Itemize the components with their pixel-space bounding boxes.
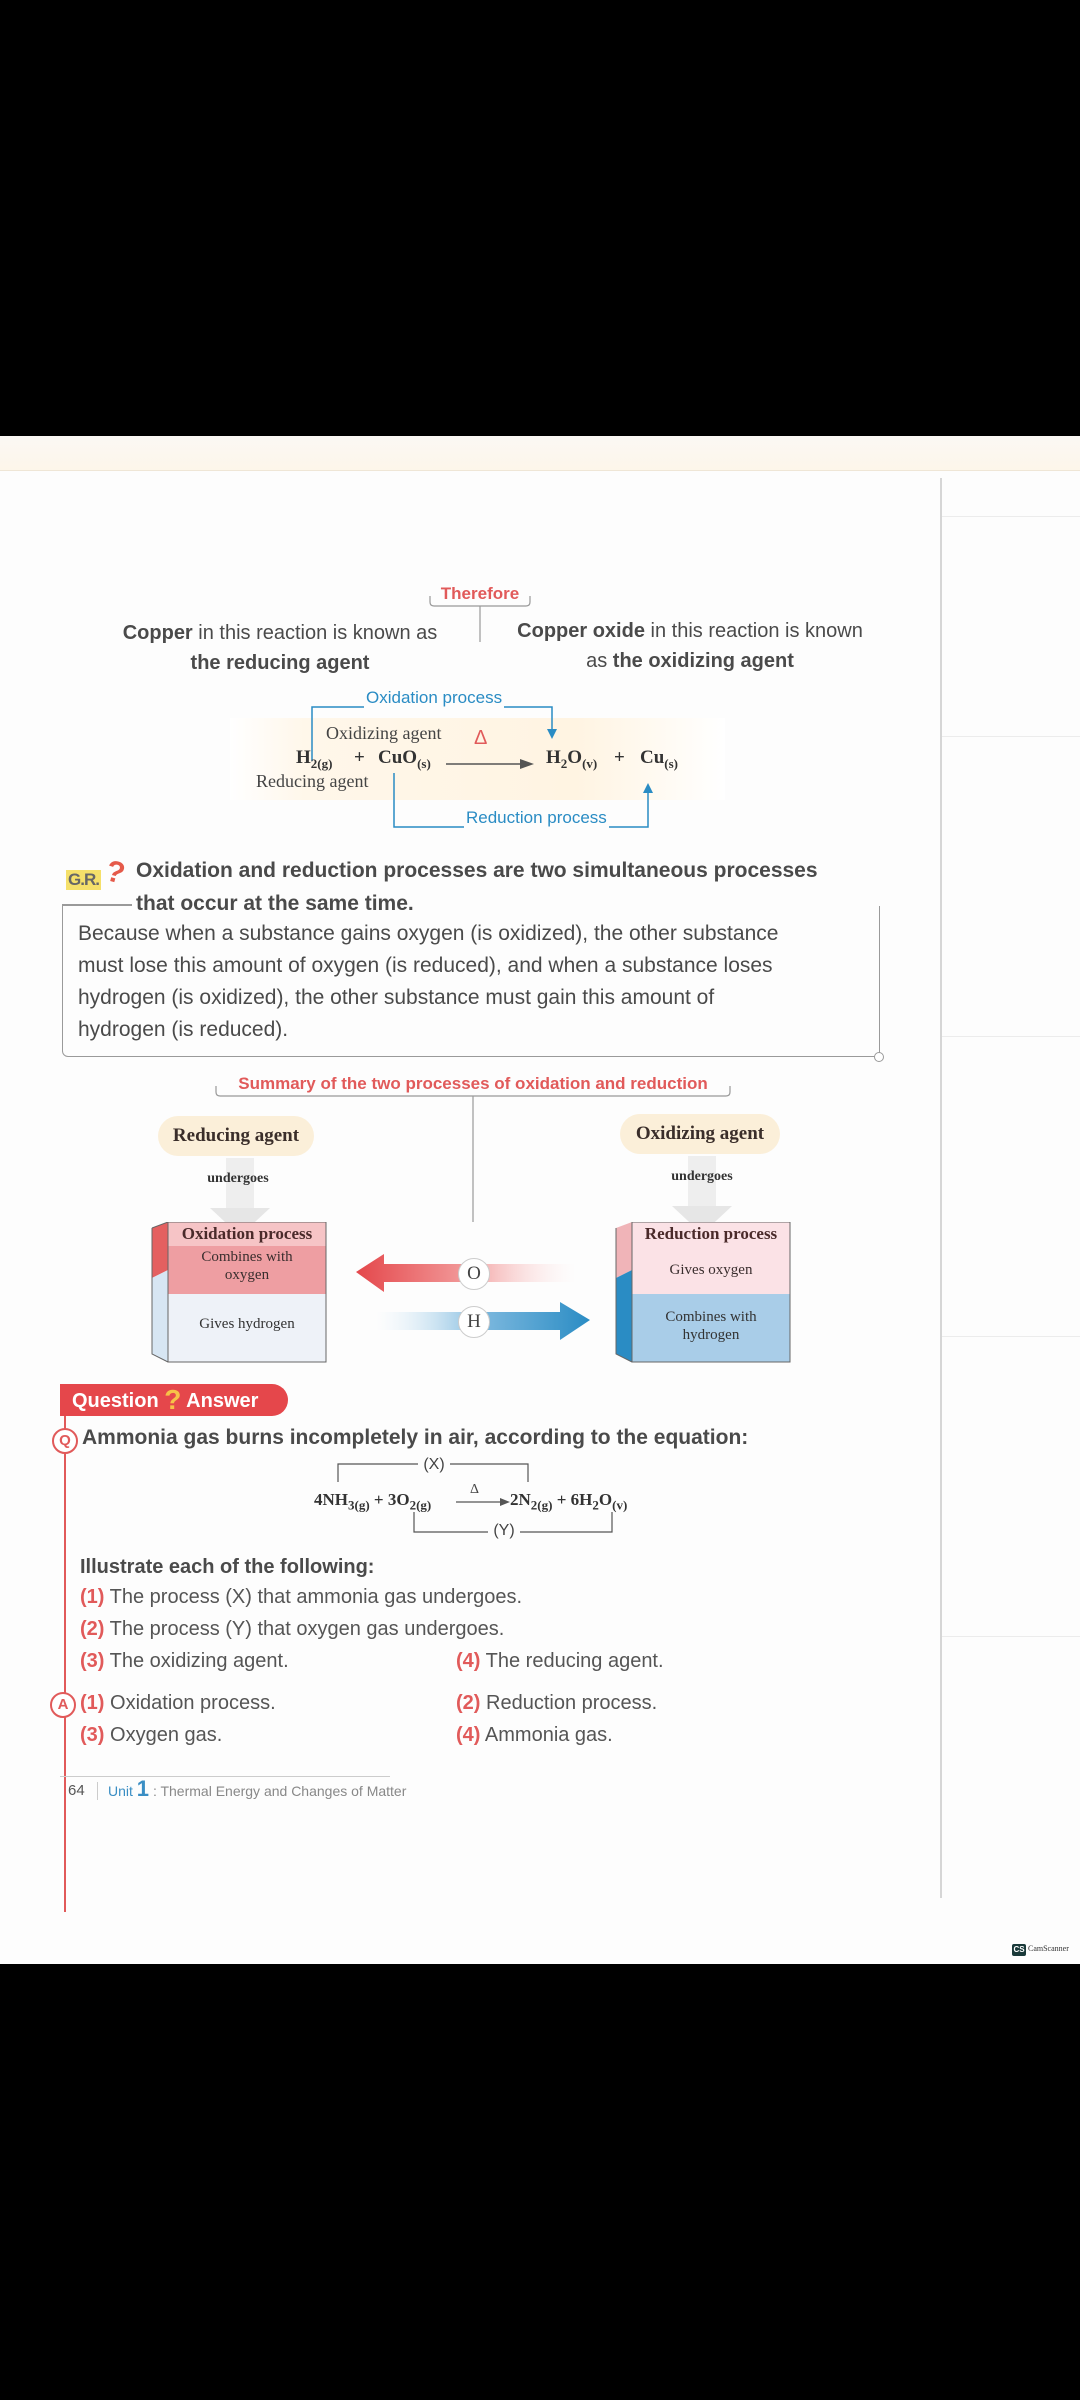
summary-title: Summary of the two processes of oxidation and reduction [238, 1074, 708, 1093]
text: Oxygen gas. [104, 1724, 223, 1746]
text: Because when a substance gains oxygen (is oxidized), the other substance [78, 922, 779, 945]
product-cu [640, 747, 678, 772]
reducing-agent-term: the reducing agent [190, 652, 370, 674]
text: Unit [108, 1783, 133, 1799]
text: O [567, 747, 583, 768]
text: O [598, 1490, 613, 1509]
answer-item [80, 1692, 276, 1715]
text: hydrogen (is oxidized), the other substance must gain this amount of [78, 986, 715, 1009]
a-marker: A [50, 1692, 76, 1718]
text: 2(g) [310, 755, 333, 771]
reactant-h2 [296, 747, 332, 772]
oxidizing-agent-pill: Oxidizing agent [620, 1114, 780, 1154]
plus: + [354, 747, 365, 768]
reduction-box-top: Gives oxygen [669, 1262, 753, 1278]
ammonia-equation [314, 1490, 431, 1513]
text: 2 [592, 1497, 599, 1513]
text: must lose this amount of oxygen (is reduced), and when a substance loses [78, 954, 773, 977]
text: Ammonia gas. [480, 1724, 613, 1746]
copper-oxide-term: Copper oxide [517, 620, 645, 642]
reduction-process-label: Reduction process [466, 808, 607, 827]
text: hydrogen (is reduced). [78, 1018, 289, 1041]
text: Question [72, 1390, 159, 1412]
item-number: (1) [80, 1692, 105, 1714]
text: : Thermal Energy and Changes of Matter [152, 1783, 407, 1799]
divider [62, 904, 132, 906]
reduction-box-bottom: Combines with hydrogen [665, 1309, 757, 1343]
answer-item [80, 1724, 222, 1747]
question-item [80, 1618, 504, 1641]
hydrogen-circle: H [458, 1306, 490, 1338]
text: H [546, 747, 561, 768]
text: 3(g) [348, 1497, 370, 1513]
text: 1 [136, 1776, 150, 1801]
ammonia-products [510, 1490, 627, 1513]
text: Answer [186, 1390, 259, 1412]
text: Oxidation process. [104, 1692, 276, 1714]
edge-line [942, 1636, 1080, 1637]
gr-badge: G.R. [68, 870, 99, 889]
question-answer-badge [60, 1384, 288, 1416]
copper-term: Copper [122, 622, 193, 644]
text: in this reaction is known [644, 620, 863, 642]
answer-item [456, 1724, 613, 1747]
item-number: (2) [456, 1692, 481, 1714]
therefore-right-text [490, 616, 890, 676]
text: (v) [612, 1497, 628, 1513]
text: 2N [510, 1490, 531, 1509]
oxidizing-agent-term: the oxidizing agent [612, 650, 794, 672]
item-number: (3) [80, 1650, 105, 1672]
page-edge [940, 478, 942, 1898]
question-text: Ammonia gas burns incompletely in air, according to the equation: [82, 1426, 749, 1449]
plus: + [614, 747, 625, 768]
reducing-agent-pill: Reducing agent [158, 1116, 314, 1156]
edge-line [942, 736, 1080, 737]
oxidation-box-top: Combines with oxygen [201, 1249, 293, 1283]
qa-side-line [64, 1416, 66, 1912]
text: The process (Y) that oxygen gas undergoes. [104, 1618, 505, 1640]
page-top-band [0, 436, 1080, 471]
question-item [80, 1650, 289, 1673]
instruction: Illustrate each of the following: [80, 1556, 375, 1578]
text: The oxidizing agent. [104, 1650, 289, 1672]
text: 2(g) [530, 1497, 553, 1513]
text: (s) [417, 755, 431, 771]
product-h2o [546, 747, 597, 772]
question-item [456, 1650, 664, 1673]
edge-line [942, 516, 1080, 517]
text: Cu [640, 747, 665, 768]
therefore-label: Therefore [440, 584, 520, 603]
text: 2 [560, 755, 568, 771]
text: + 6H [552, 1490, 593, 1509]
text: The reducing agent. [480, 1650, 664, 1672]
text: in this reaction is known as [192, 622, 438, 644]
x-label: (X) [418, 1456, 450, 1474]
page-number: 64 [68, 1782, 85, 1799]
text: H [296, 747, 311, 768]
reactant-cuo [378, 747, 431, 772]
text: 2(g) [409, 1497, 432, 1513]
scanned-page [0, 436, 1080, 1964]
text: as [586, 650, 613, 672]
text: 4NH [314, 1490, 348, 1509]
item-number: (4) [456, 1724, 481, 1746]
text: The process (X) that ammonia gas undergoes. [104, 1586, 523, 1608]
undergoes-right: undergoes [671, 1169, 733, 1184]
text: (s) [664, 755, 679, 771]
oxidation-box-title: Oxidation process [181, 1224, 313, 1243]
oxygen-circle: O [458, 1258, 490, 1290]
camscanner-logo: CS [1013, 1945, 1025, 1954]
divider [97, 1782, 98, 1800]
box-end-dot [874, 1052, 884, 1062]
therefore-left-text [90, 618, 470, 678]
camscanner-text: CamScanner [1028, 1944, 1069, 1953]
edge-line [942, 1036, 1080, 1037]
text: that occur at the same time. [136, 892, 414, 915]
footer-unit [108, 1776, 406, 1802]
undergoes-left: undergoes [207, 1171, 269, 1186]
oxidizing-agent-label: Oxidizing agent [326, 723, 442, 743]
oxidation-process-label: Oxidation process [366, 688, 503, 707]
gr-answer [78, 918, 878, 1046]
item-number: (2) [80, 1618, 105, 1640]
text: CuO [378, 747, 418, 768]
item-number: (4) [456, 1650, 481, 1672]
answer-item [456, 1692, 657, 1715]
text: (v) [582, 755, 598, 771]
item-number: (1) [80, 1586, 105, 1608]
text: Reduction process. [480, 1692, 658, 1714]
text: + 3O [369, 1490, 410, 1509]
y-label: (Y) [488, 1522, 520, 1540]
reduction-box-title: Reduction process [644, 1224, 778, 1243]
q-marker: Q [52, 1428, 78, 1454]
heat-delta: Δ [474, 727, 488, 749]
item-number: (3) [80, 1724, 105, 1746]
text: Oxidation and reduction processes are two simultaneous processes [136, 859, 818, 882]
question-item [80, 1586, 522, 1609]
oxidation-box-bottom: Gives hydrogen [199, 1316, 295, 1332]
question-mark-icon: ? [102, 854, 129, 891]
reducing-agent-label: Reducing agent [256, 771, 369, 791]
question-mark-icon: ? [164, 1384, 182, 1415]
heat-delta: Δ [470, 1482, 480, 1497]
edge-line [942, 1336, 1080, 1337]
